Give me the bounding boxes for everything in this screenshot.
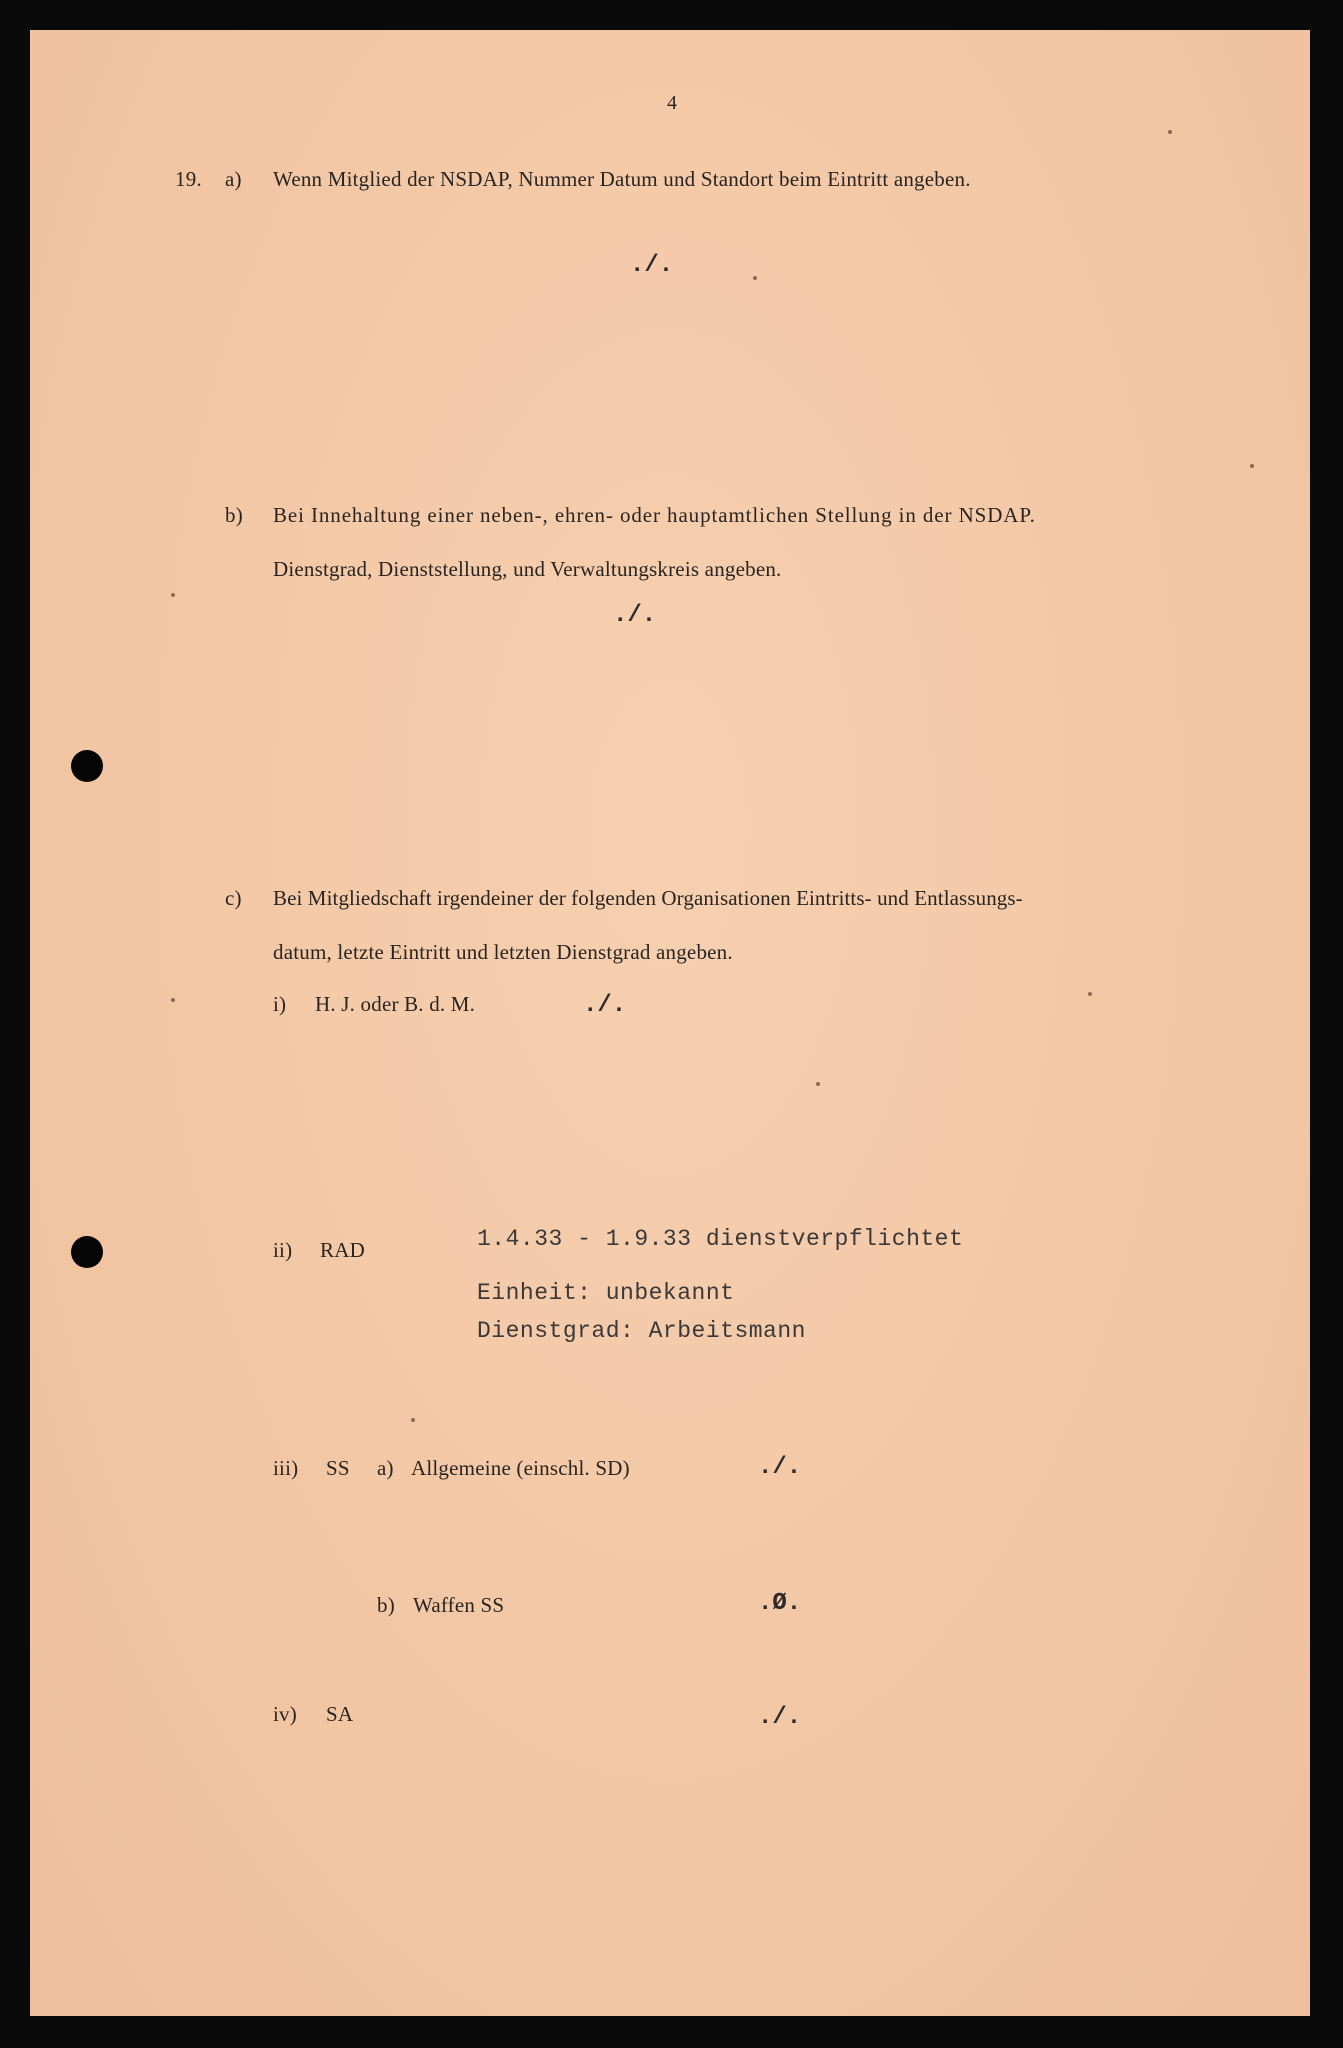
paper-speck — [171, 998, 175, 1002]
paper-speck — [753, 276, 757, 280]
sub-iv-answer: ./. — [758, 1704, 802, 1731]
item-c-label: c) — [225, 886, 242, 910]
paper-speck — [411, 1418, 415, 1422]
sub-i-text: H. J. oder B. d. M. — [315, 992, 476, 1016]
question-number: 19. — [175, 167, 202, 191]
document-page — [30, 30, 1310, 2016]
paper-speck — [816, 1082, 820, 1086]
sub-iii-a-answer: ./. — [758, 1454, 802, 1481]
sub-iv-text: SA — [326, 1702, 354, 1726]
sub-i-answer: ./. — [583, 992, 627, 1019]
sub-ii-answer-line3: Dienstgrad: Arbeitsmann — [477, 1318, 806, 1344]
paper-speck — [1168, 130, 1172, 134]
sub-iii-b-label: b) — [377, 1593, 395, 1617]
item-c-line1: Bei Mitgliedschaft irgendeiner der folgenden Organisationen Eintritts- und Entlassungs- — [273, 886, 1023, 910]
sub-iv-label: iv) — [273, 1702, 297, 1726]
item-b-line1: Bei Innehaltung einer neben-, ehren- oder hauptamtlichen Stellung in der NSDAP. — [273, 503, 1036, 527]
paper-speck — [1250, 464, 1254, 468]
item-b-line2: Dienstgrad, Dienststellung, und Verwaltungskreis angeben. — [273, 557, 782, 581]
paper-speck — [1088, 992, 1092, 996]
sub-i-label: i) — [273, 992, 287, 1016]
sub-ii-answer-line2: Einheit: unbekannt — [477, 1280, 735, 1306]
sub-iii-a-label: a) — [377, 1456, 394, 1480]
punch-hole-upper — [71, 750, 103, 782]
sub-ii-label: ii) — [273, 1238, 293, 1262]
page-number: 4 — [667, 92, 678, 114]
item-c-line2: datum, letzte Eintritt und letzten Dienstgrad angeben. — [273, 940, 733, 964]
item-b-label: b) — [225, 503, 243, 527]
item-a-label: a) — [225, 167, 242, 191]
item-a-text: Wenn Mitglied der NSDAP, Nummer Datum und Standort beim Eintritt angeben. — [273, 167, 971, 191]
punch-hole-lower — [71, 1236, 103, 1268]
sub-iii-b-text: Waffen SS — [413, 1593, 505, 1617]
sub-iii-text: SS — [326, 1456, 350, 1480]
sub-iii-b-answer: .Ø. — [758, 1590, 802, 1617]
item-b-answer: ./. — [613, 602, 657, 629]
item-a-answer: ./. — [630, 252, 674, 279]
sub-ii-answer-line1: 1.4.33 - 1.9.33 dienstverpflichtet — [477, 1226, 964, 1252]
sub-ii-text: RAD — [320, 1238, 365, 1262]
paper-speck — [171, 593, 175, 597]
sub-iii-label: iii) — [273, 1456, 299, 1480]
sub-iii-a-text: Allgemeine (einschl. SD) — [411, 1456, 630, 1480]
